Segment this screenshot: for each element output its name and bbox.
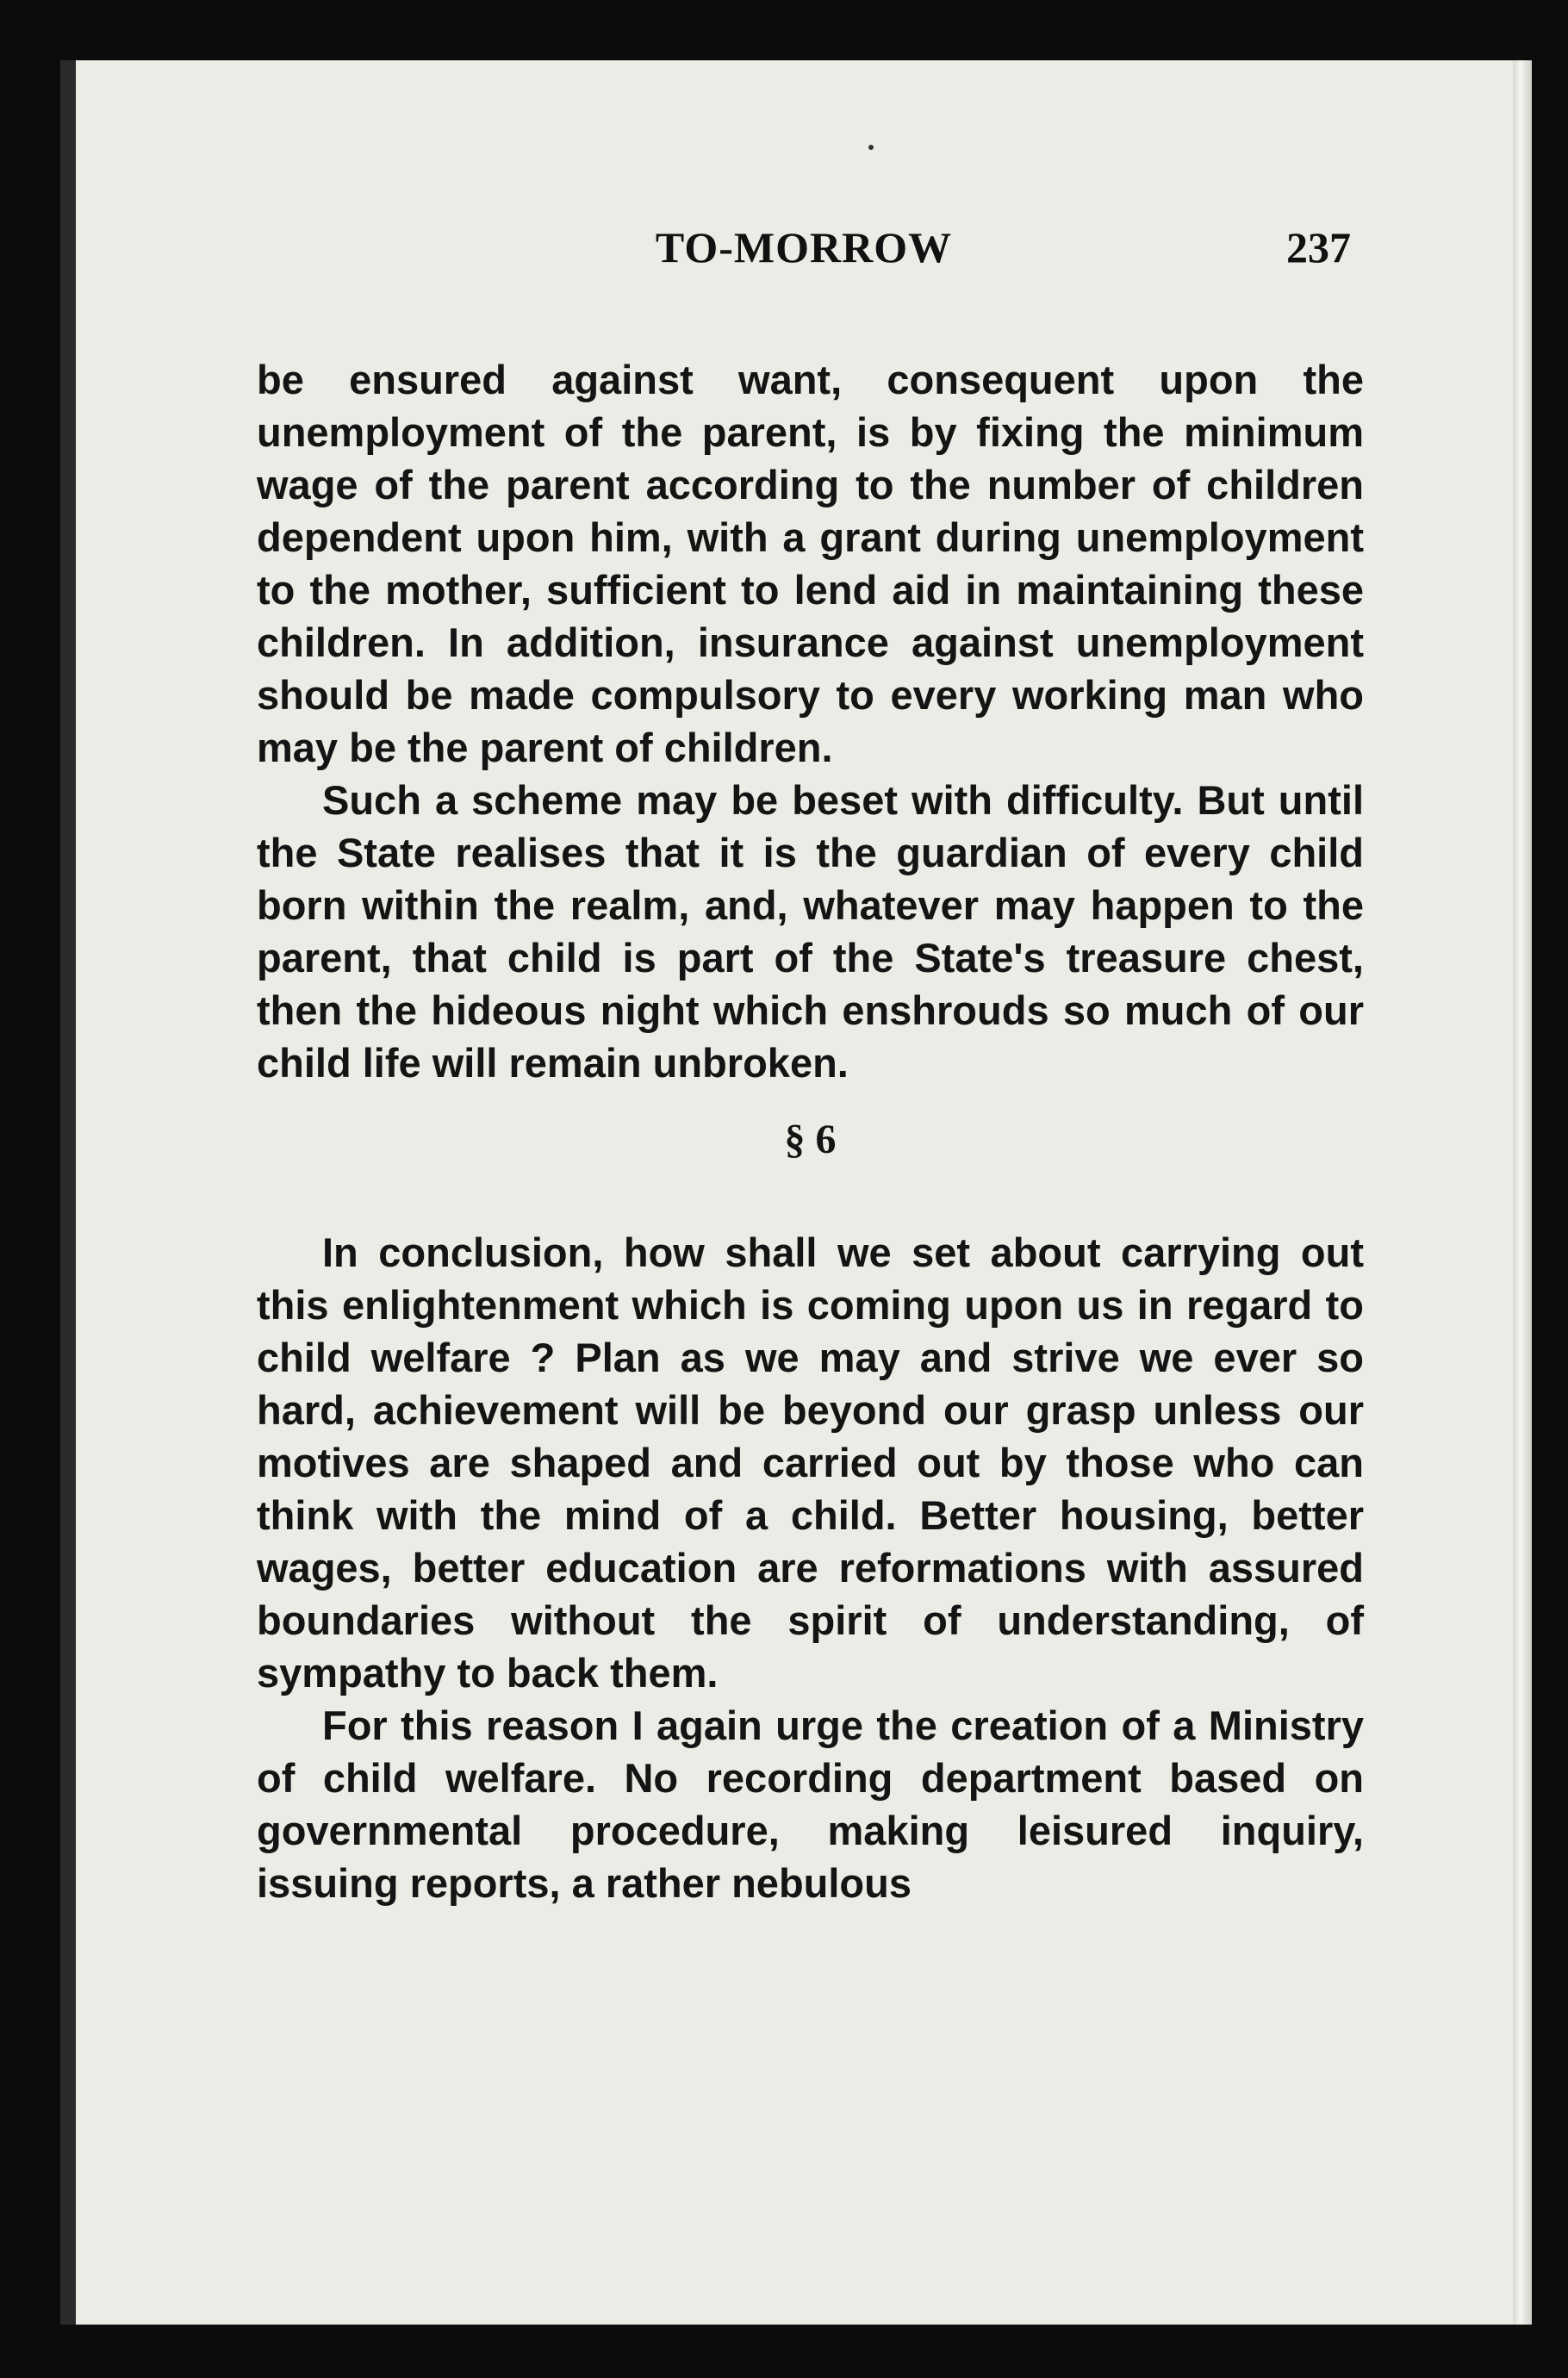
page-edge <box>1513 60 1532 2325</box>
section-heading: § 6 <box>784 1117 837 1162</box>
paragraph: For this reason I again urge the creation of a Ministry of child welfare. No recording department based on governmental procedure, making leisured inquiry, issuing reports, a rather nebulous <box>257 1703 1364 1906</box>
body-text <box>257 353 1364 1909</box>
paragraph: Such a scheme may be beset with difficulty. But until the State realises that it is the guardian of every child born within the realm, and, whatever may happen to the parent, that child is part of the State's treasure chest, then the hideous night which enshrouds so much of our child life will remain unbroken. <box>257 777 1364 1086</box>
page-number: 237 <box>1286 223 1351 271</box>
page-header <box>257 222 1351 308</box>
paragraph: In conclusion, how shall we set about carrying out this enlightenment which is coming upon us in regard to child welfare ? Plan as we may and strive we ever so hard, achievement will be beyond our grasp unless our motives are shaped and carried out by those who can think with the mind of a child. Better housing, better wages, better education are reformations with assured boundaries without the spirit of understanding, of sympathy to back them. <box>257 1229 1364 1696</box>
paragraph: be ensured against want, consequent upon the unemployment of the parent, is by fixing the minimum wage of the parent according to the number of children dependent upon him, with a grant during unemployment to the mother, sufficient to lend aid in maintaining these children. In addition, insurance against unemployment should be made compulsory to every working man who may be the parent of children. <box>257 357 1364 770</box>
running-title: TO-MORROW <box>655 223 953 271</box>
book-page <box>60 60 1532 2325</box>
ink-speck <box>868 145 874 150</box>
